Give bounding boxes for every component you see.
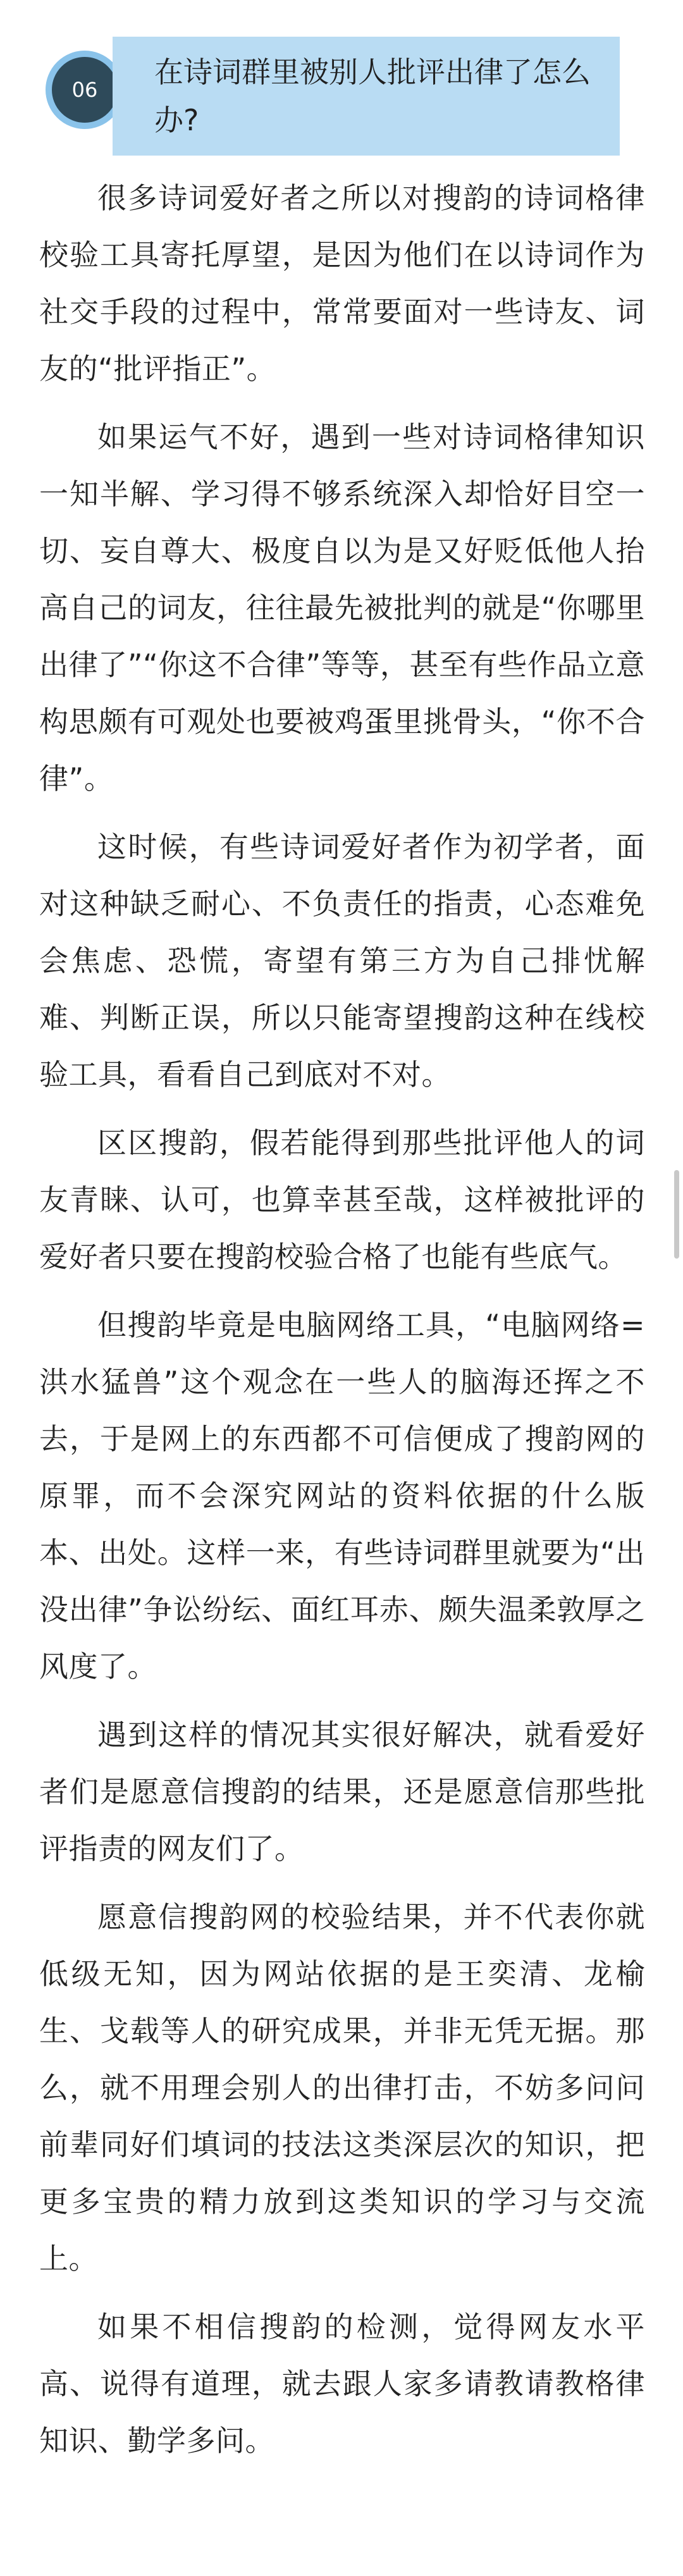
article-body <box>39 169 645 2480</box>
paragraph-8: 如果不相信搜韵的检测，觉得网友水平高、说得有道理，就去跟人家多请教请教格律知识、勤学多问。 <box>39 2310 645 2458</box>
paragraph-2: 如果运气不好，遇到一些对诗词格律知识一知半解、学习得不够系统深入却恰好目空一切、妄自尊大、极度自以为是又好贬低他人抬高自己的词友，往往最先被批判的就是“你哪里出律了”“你这不合律”等等，甚至有些作品立意构思颇有可观处也要被鸡蛋里挑骨头，“你不合律”。 <box>39 420 645 796</box>
paragraph-1: 很多诗词爱好者之所以对搜韵的诗词格律校验工具寄托厚望，是因为他们在以诗词作为社交手段的过程中，常常要面对一些诗友、词友的“批评指正”。 <box>39 181 645 386</box>
section-heading <box>37 37 620 156</box>
paragraph-3: 这时候，有些诗词爱好者作为初学者，面对这种缺乏耐心、不负责任的指责，心态难免会焦虑、恐慌，寄望有第三方为自己排忧解难、判断正误，所以只能寄望搜韵这种在线校验工具，看看自己到底对不对。 <box>39 830 645 1092</box>
paragraph-7: 愿意信搜韵网的校验结果，并不代表你就低级无知，因为网站依据的是王奕清、龙榆生、戈载等人的研究成果，并非无凭无据。那么，就不用理会别人的出律打击，不妨多问问前辈同好们填词的技法这类深层次的知识，把更多宝贵的精力放到这类知识的学习与交流上。 <box>39 1900 645 2276</box>
paragraph-5: 但搜韵毕竟是电脑网络工具，“电脑网络=洪水猛兽”这个观念在一些人的脑海还挥之不去，于是网上的东西都不可信便成了搜韵网的原罪，而不会深究网站的资料依据的什么版本、出处。这样一来，有些诗词群里就要为“出没出律”争讼纷纭、面红耳赤、颇失温柔敦厚之风度了。 <box>39 1308 645 1684</box>
heading-connector <box>113 37 135 156</box>
section-title: 在诗词群里被别人批评出律了怎么办? <box>135 37 620 156</box>
scrollbar[interactable] <box>674 1170 679 1259</box>
section-number-badge: 06 <box>46 51 124 129</box>
paragraph-6: 遇到这样的情况其实很好解决，就看爱好者们是愿意信搜韵的结果，还是愿意信那些批评指责的网友们了。 <box>39 1718 645 1866</box>
paragraph-4: 区区搜韵，假若能得到那些批评他人的词友青睐、认可，也算幸甚至哉，这样被批评的爱好者只要在搜韵校验合格了也能有些底气。 <box>39 1126 645 1274</box>
